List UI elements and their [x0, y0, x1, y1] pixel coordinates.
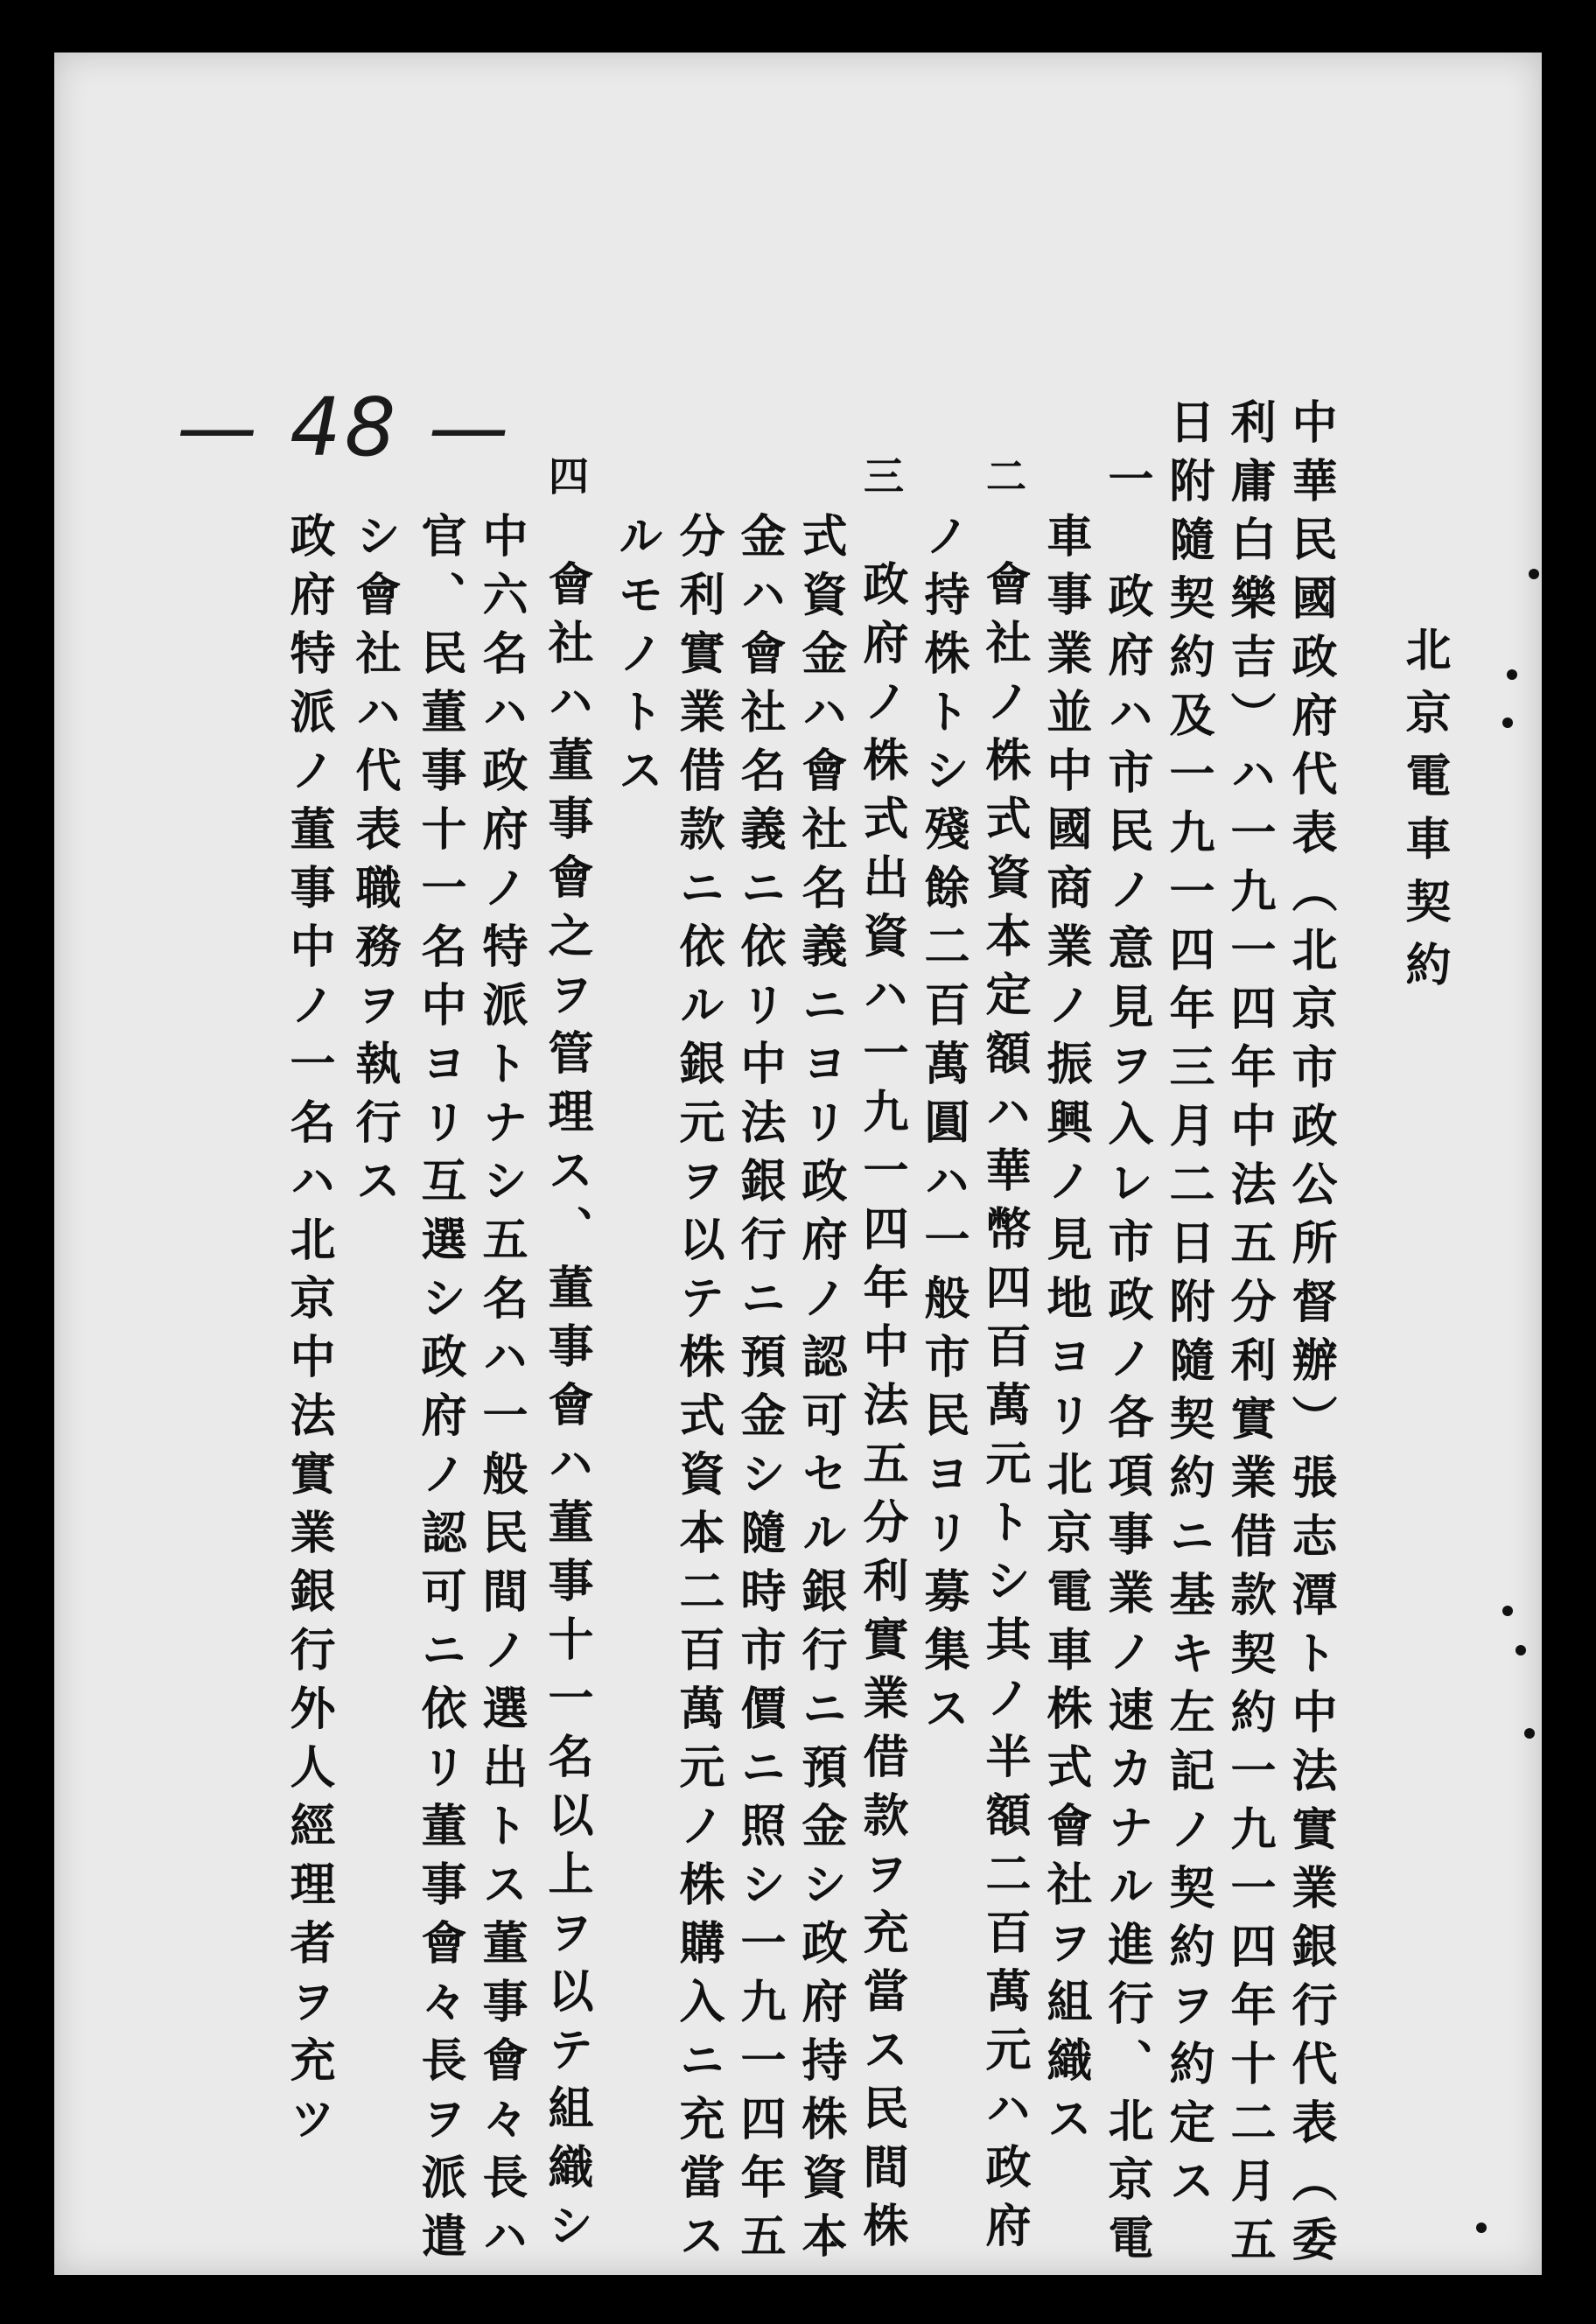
item-number-2: 二	[980, 455, 1027, 508]
text-column-15: 官、民董事十一名中ヨリ互選シ政府ノ認可ニ依リ董事會々長ヲ派遣	[413, 512, 466, 2271]
text-column-2: 利庸白樂吉）ハ一九一四年中法五分利實業借款契約一九一四年十二月五	[1222, 398, 1276, 2274]
document-page	[54, 52, 1542, 2275]
text-column-5: 車事業並中國商業ノ振興ノ見地ヨリ北京電車株式會社ヲ組織ス	[1039, 512, 1092, 2153]
scan-speck	[1529, 569, 1539, 579]
document-title: 北京電車契約	[1397, 626, 1451, 1004]
text-column-3: 日附隨契約及一九一四年三月二日附隨契約ニ基キ左記ノ契約ヲ約定ス	[1161, 398, 1214, 2216]
item-number-3: 三	[858, 455, 905, 508]
text-column-17: 政府特派ノ董事中ノ一名ハ北京中法實業銀行外人經理者ヲ充ツ	[282, 512, 335, 2153]
scan-speck	[1524, 1728, 1535, 1739]
scan-speck	[1507, 669, 1517, 680]
scan-speck	[1502, 718, 1513, 728]
text-column-10: 金ハ會社名義ニ依リ中法銀行ニ預金シ隨時市價ニ照シ一九一四年五	[732, 512, 786, 2271]
text-column-8: 政府ノ株式出資ハ一九一四年中法五分利實業借款ヲ充當ス民間株	[855, 560, 908, 2260]
text-column-4: 一 政府ハ市民ノ意見ヲ入レ市政ノ各項事業ノ速カナル進行、北京電	[1100, 455, 1153, 2272]
text-column-13: 會社ハ董事會之ヲ管理ス、董事會ハ董事十一名以上ヲ以テ組織シ	[540, 560, 593, 2260]
page-number: — 48 —	[177, 381, 513, 474]
scan-speck	[1476, 2222, 1487, 2233]
text-column-11: 分利實業借款ニ依ル銀元ヲ以テ株式資本二百萬元ノ株購入ニ充當ス	[671, 512, 724, 2271]
text-column-6: 會社ノ株式資本定額ハ華幣四百萬元トシ其ノ半額二百萬元ハ政府	[977, 560, 1031, 2260]
scan-speck	[1502, 1606, 1513, 1616]
text-column-12: ルモノトス	[610, 512, 663, 805]
text-column-16: シ會社ハ代表職務ヲ執行ス	[347, 512, 401, 1215]
scan-speck	[1516, 1645, 1526, 1656]
text-column-9: 式資金ハ會社名義ニヨリ政府ノ認可セル銀行ニ預金シ政府持株資本	[794, 512, 847, 2271]
item-number-4: 四	[542, 455, 590, 508]
text-column-1: 中華民國政府代表（北京市政公所督辦）張志潭ト中法實業銀行代表（委	[1284, 398, 1337, 2274]
text-column-7: ノ持株トシ殘餘二百萬圓ハ一般市民ヨリ募集ス	[916, 512, 970, 1743]
text-column-14: 中六名ハ政府ノ特派トナシ五名ハ一般民間ノ選出トス董事會々長ハ	[474, 512, 528, 2271]
